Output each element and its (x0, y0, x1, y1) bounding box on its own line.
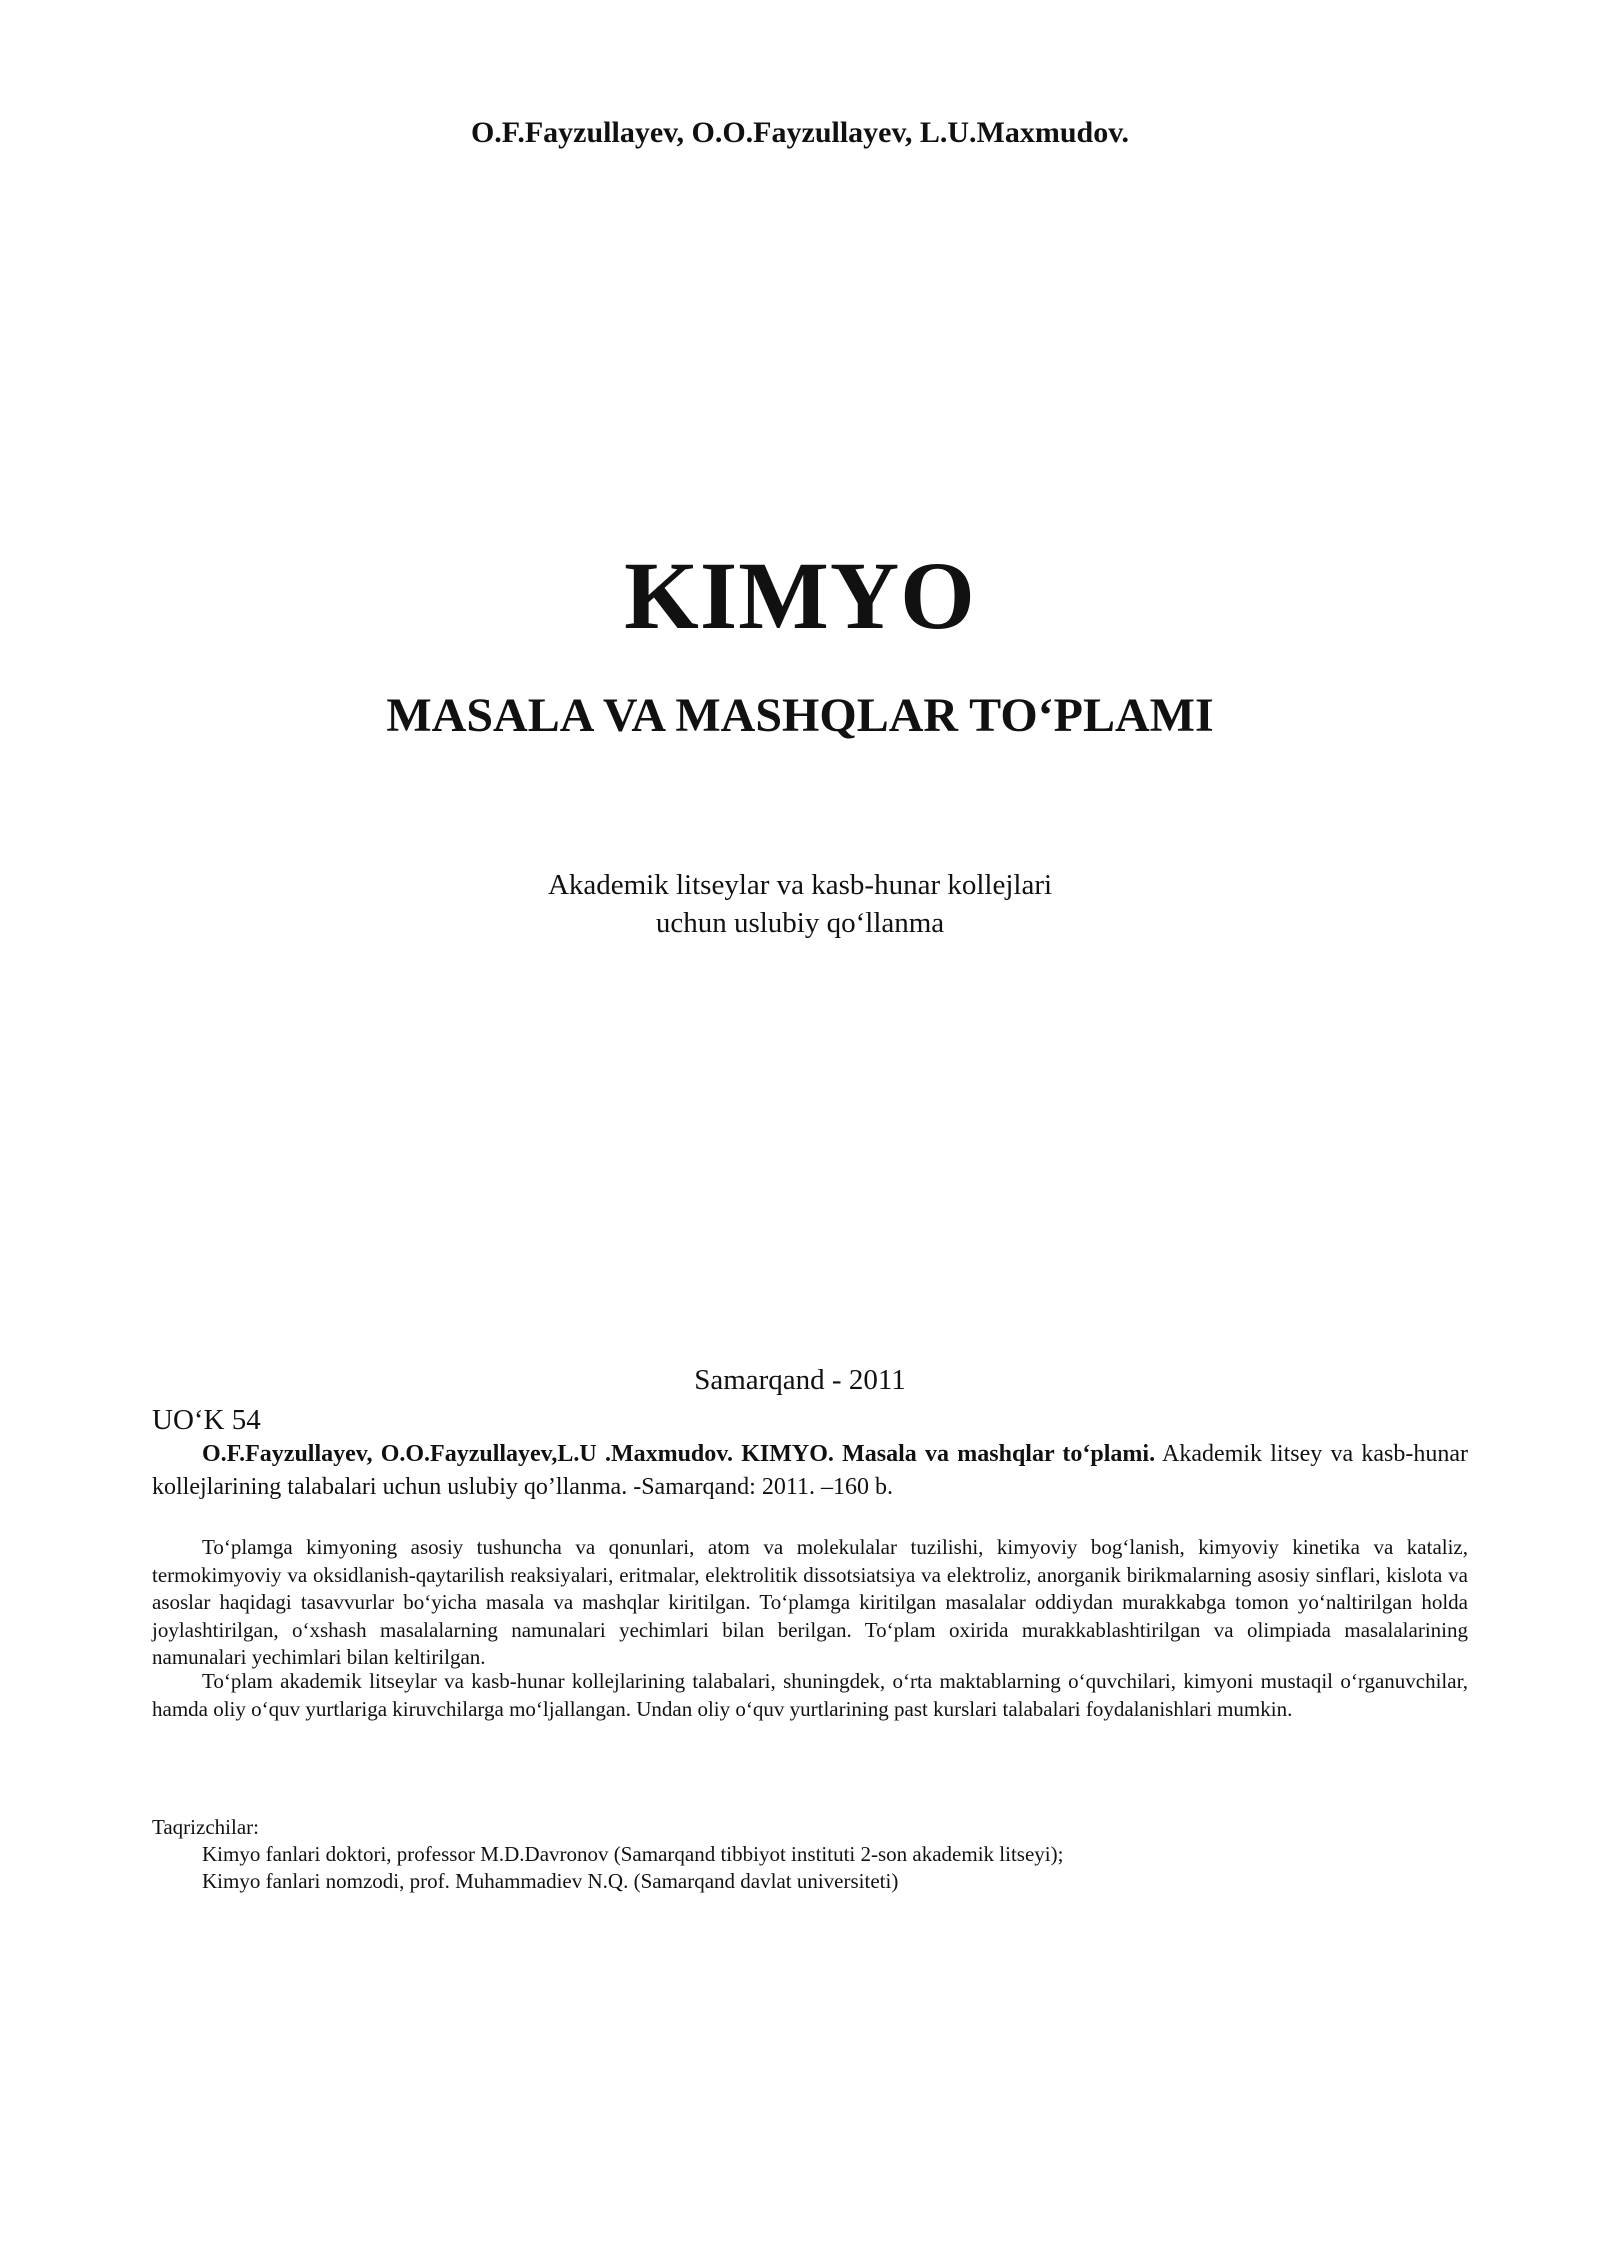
book-title: KIMYO (624, 542, 976, 649)
book-subtitle: MASALA VA MASHQLAR TO‘PLAMI (386, 689, 1214, 742)
purpose-line-1: Akademik litseylar va kasb-hunar kollejlari (547, 869, 1053, 901)
annotation-paragraph-1: To‘plamga kimyoning asosiy tushuncha va qonunlari, atom va molekulalar tuzilishi, kimyoviy bog‘lanish, kimyoviy kinetika va kataliz, termokimyoviy va oksidlanish-qaytarilish reaksiyalari, eritmalar, elektrolitik dissotsiatsiya va elektroliz, anorganik birikmalarning asosiy sinflari, kislota va asoslar haqidagi tasavvurlar bo‘yicha masala va mashqlar kiritilgan. To‘plamga kiritilgan masalalar oddiydan murakkabga tomon yo‘naltirilgan holda joylashtirilgan, o‘xshash masalalarning namunalari yechimlari bilan berilgan. To‘plam oxirida murakkablashtirilgan va olimpiada masalalarining namunalari yechimlari bilan keltirilgan. (152, 1535, 1468, 1669)
purpose-line-2: uchun uslubiy qo‘llanma (655, 907, 945, 939)
city-year: Samarqand - 2011 (694, 1364, 906, 1396)
reviewers-label: Taqrizchilar: (152, 1815, 259, 1839)
citation-rest: Akademik litsey va kasb-hunar kollejlarining talabalari uchun uslubiy qo’llanma. -Samarqand: 2011. –160 b. (152, 1441, 1469, 1500)
book-purpose (0, 866, 1600, 942)
citation-bold: O.F.Fayzullayev, O.O.Fayzullayev,L.U .Maxmudov. KIMYO. Masala va mashqlar to‘plami. (202, 1441, 1156, 1467)
reviewer-item: Kimyo fanlari doktori, professor M.D.Davronov (Samarqand tibbiyot instituti 2-son akademik litseyi); (202, 1842, 1064, 1866)
bibliographic-citation (152, 1438, 1468, 1504)
annotation-paragraph-2: To‘plam akademik litseylar va kasb-hunar kollejlarining talabalari, shuningdek, o‘rta maktablarning o‘quvchilari, kimyoni mustaqil o‘rganuvchilar, hamda oliy o‘quv yurtlariga kiruvchilarga mo‘ljallangan. Undan oliy o‘quv yurtlarining past kurslari talabalari foydalanishlari mumkin. (152, 1669, 1468, 1721)
reviewer-item: Kimyo fanlari nomzodi, prof. Muhammadiev N.Q. (Samarqand davlat universiteti) (202, 1869, 899, 1893)
authors-heading: O.F.Fayzullayev, O.O.Fayzullayev, L.U.Maxmudov. (470, 116, 1130, 149)
udk-code: UO‘K 54 (152, 1404, 261, 1436)
